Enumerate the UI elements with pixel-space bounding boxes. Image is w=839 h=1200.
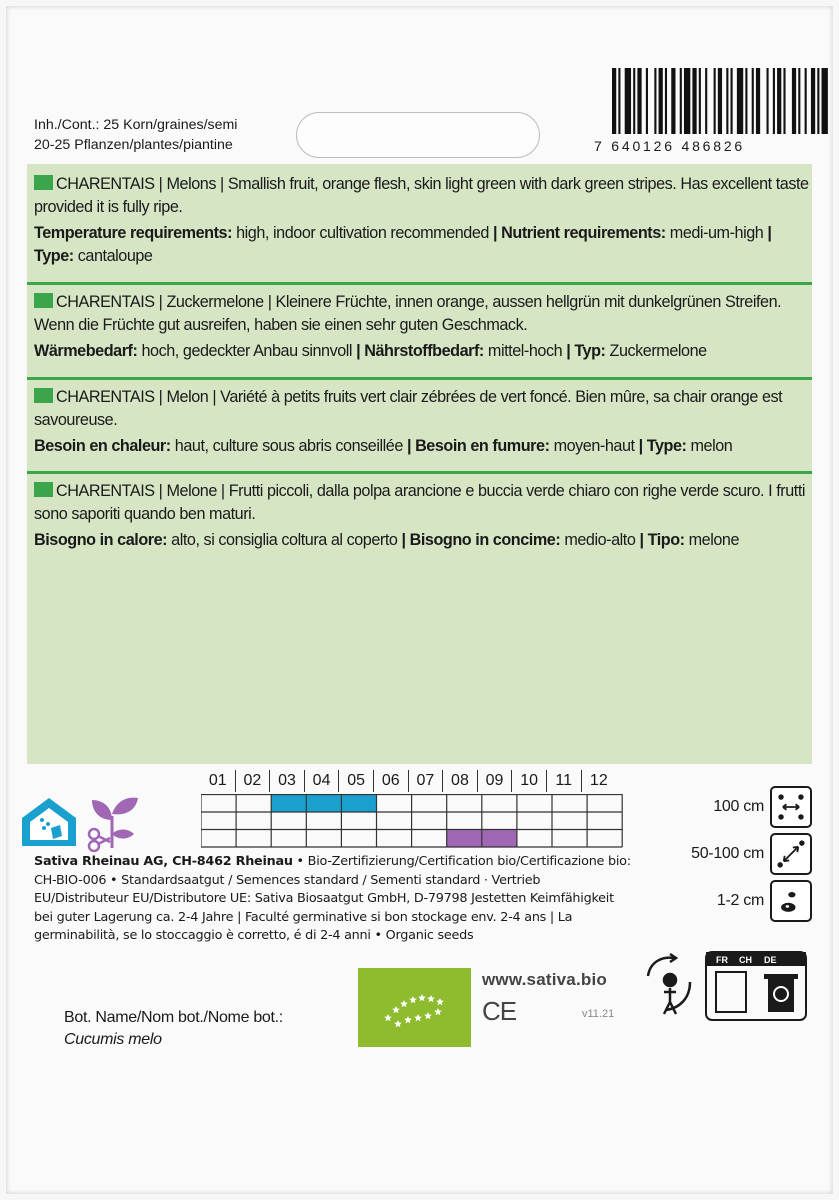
sowing-cell [341, 794, 376, 812]
barcode-number: 7 640126 486826 [594, 138, 745, 154]
row-spacing-icon [770, 786, 812, 828]
variety-requirements: Wärmebedarf: hoch, gedeckter Anbau sinnvoll | Nährstoffbedarf: mittel-hoch | Typ: Zuckermelone [34, 342, 707, 360]
green-square-icon [34, 388, 53, 403]
hang-hole [296, 112, 540, 158]
plant-spacing [691, 833, 812, 875]
package-contents [34, 115, 237, 155]
sowing-cell [306, 794, 341, 812]
variety-description-en [34, 173, 810, 268]
calendar-month-12: 12 [589, 772, 608, 789]
variety-requirements: Bisogno in calore: alto, si consiglia coltura al coperto | Bisogno in concime: medio-alto | Tipo: melone [34, 531, 740, 549]
calendar-month-03: 03 [270, 770, 305, 792]
sowing-depth [717, 880, 812, 922]
calendar-month-01: 01 [201, 770, 236, 792]
green-square-icon [34, 482, 53, 497]
variety-intro: CHARENTAIS | Melone | Frutti piccoli, dalla polpa arancione e buccia verde chiaro con righe verde scuro. I frutti sono saporiti quando ben maturi. [34, 482, 806, 523]
calendar-month-02: 02 [236, 770, 271, 792]
contents-line-1: Inh./Cont.: 25 Korn/graines/semi [34, 117, 238, 133]
variety-intro: CHARENTAIS | Melon | Variété à petits fruits vert clair zébrées de vert foncé. Bien mûre, sa chair orange est savoureuse. [34, 388, 783, 429]
contents-line-2: 20-25 Pflanzen/plantes/piantine [34, 137, 233, 153]
country-code-de: DE [764, 955, 777, 965]
green-square-icon [34, 175, 53, 190]
calendar-month-05: 05 [339, 770, 374, 792]
eu-organic-leaf-icon [358, 968, 471, 1047]
calendar-month-11: 11 [547, 770, 582, 792]
waste-bin-icon [764, 974, 798, 1012]
calendar-month-07: 07 [409, 770, 444, 792]
sowing-depth-value: 1-2 cm [716, 892, 764, 909]
botanical-name [64, 1007, 283, 1051]
variety-intro: CHARENTAIS | Melons | Smallish fruit, orange flesh, skin light green with dark green stripes. Has excellent taste provided it is fully ripe. [34, 175, 809, 216]
botanical-name-latin: Cucumis melo [64, 1031, 162, 1048]
calendar-grid [201, 794, 623, 848]
harvest-cell [482, 829, 517, 847]
section-divider [27, 282, 812, 285]
transplant-sprout-icon [82, 790, 142, 852]
green-square-icon [34, 293, 53, 308]
greenhouse-sowing-icon [18, 794, 80, 850]
calendar-month-09: 09 [478, 770, 513, 792]
plant-spacing-icon [770, 833, 812, 875]
botanical-name-label: Bot. Name/Nom bot./Nome bot.: [64, 1009, 283, 1026]
variety-requirements: Besoin en chaleur: haut, culture sous abris conseillée | Besoin en fumure: moyen-haut | Type: melon [34, 437, 733, 455]
calendar-months [201, 770, 616, 792]
sowing-cell [271, 794, 306, 812]
triman-recycling-icon [640, 948, 812, 1024]
barcode-bars [612, 68, 830, 136]
row-spacing [713, 786, 812, 828]
website-link[interactable]: www.sativa.bio [482, 970, 607, 989]
section-divider [27, 471, 812, 474]
description-panel [27, 164, 812, 764]
calendar-month-06: 06 [374, 770, 409, 792]
calendar-month-04: 04 [305, 770, 340, 792]
plant-spacing-value: 50-100 cm [691, 845, 764, 862]
variety-description-it [34, 480, 810, 552]
version-number: v11.21 [582, 1008, 615, 1020]
section-divider [27, 377, 812, 380]
calendar-month-10: 10 [512, 770, 547, 792]
barcode [594, 68, 830, 158]
calendar-month-08: 08 [443, 770, 478, 792]
country-code-fr: FR [716, 955, 728, 965]
sowing-depth-icon [770, 880, 812, 922]
variety-intro: CHARENTAIS | Zuckermelone | Kleinere Früchte, innen orange, aussen hellgrün mit dunkelgrünen Streifen. Wenn die Früchte gut ausreifen, haben sie einen sehr guten Geschmack. [34, 293, 782, 334]
variety-description-de [34, 291, 810, 363]
variety-description-fr [34, 386, 810, 458]
company-info: Sativa Rheinau AG, CH-8462 Rheinau • Bio-Zertifizierung/Certification bio/Certificazione bio: CH-BIO-006 • Standardsaatgut / Semences standard / Sementi standard · Vertrieb EU/Distributeur EU/Distributore UE: Sativa Biosaatgut GmbH, D-79798 Jestetten Keimfähigkeit bei guter Lagerung ca. 2-4 Jahre | Faculté germinative si bon stockage env. 2-4 ans | La germinabilità, se lo stoccaggio è corretto, é di 2-4 anni • Organic seeds [34, 854, 631, 943]
paper-bag-icon [716, 972, 746, 1012]
ce-mark: CE [482, 996, 517, 1026]
harvest-cell [447, 829, 482, 847]
row-spacing-value: 100 cm [713, 798, 764, 815]
variety-requirements: Temperature requirements: high, indoor cultivation recommended | Nutrient requirements: medi-um-high | Type: cantaloupe [34, 224, 772, 265]
country-code-ch: CH [739, 955, 752, 965]
